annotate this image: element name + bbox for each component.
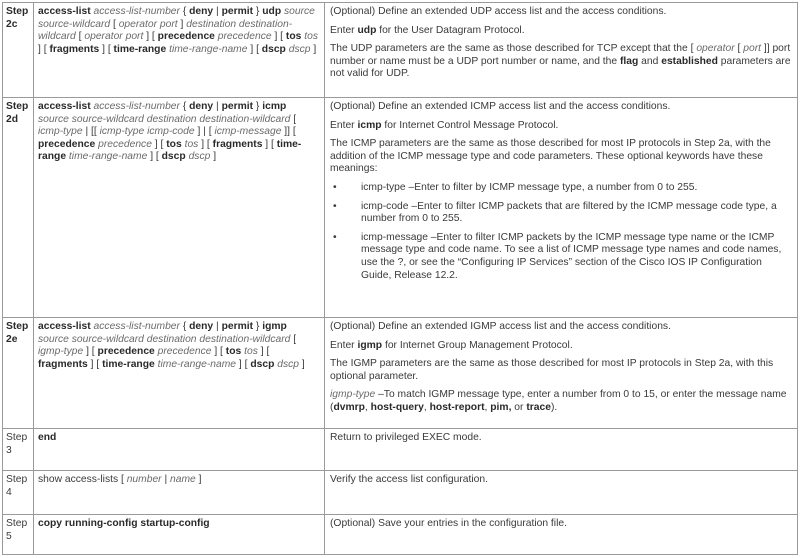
description-text: Enter udp for the User Datagram Protocol. — [330, 24, 525, 36]
table-row — [3, 471, 798, 515]
description-text: The ICMP parameters are the same as those described for most IP protocols in Step 2a, with the addition of the ICMP message type and code parameters. These optional keywords have these meanings: — [330, 138, 771, 175]
config-steps-table — [2, 2, 798, 555]
table-row — [3, 98, 798, 318]
bullet: • — [333, 200, 337, 212]
description-text: (Optional) Define an extended IGMP access list and the access conditions. — [330, 321, 671, 332]
table-row — [3, 515, 798, 555]
keyword-list — [330, 182, 791, 282]
list-item: • icmp-type –Enter to filter by ICMP message type, a number from 0 to 255. — [333, 181, 698, 193]
list-item: • icmp-message –Enter to filter ICMP packets by the ICMP message type name or the ICMP message type and code name. To see a list of ICMP message type names and code names, use the ?, or see the “Configuring IP Services” section of the Cisco IOS IP Configuration Guide, Release 12.2. — [333, 231, 782, 281]
step-number: Step 2d — [3, 98, 34, 318]
list-item: • icmp-code –Enter to filter ICMP packets that are filtered by the ICMP message code type, a number from 0 to 255. — [333, 200, 777, 225]
description-text: (Optional) Define an extended ICMP access list and the access conditions. — [330, 101, 671, 112]
step-number: Step 4 — [3, 471, 34, 515]
step-description: Verify the access list configuration. — [325, 471, 798, 515]
command-syntax: show access-lists [ number | name ] — [34, 471, 325, 515]
command-syntax: access-list access-list-number { deny | permit } icmp source source-wildcard destination destination-wildcard [ icmp-type | [[ icmp-type icmp-code ] | [ icmp-message ]] [ precedence precedence ] [ tos tos ] [ fragments ] [ time-range time-range-name ] [ dscp dscp ] — [34, 98, 325, 318]
step-description: (Optional) Save your entries in the configuration file. — [325, 515, 798, 555]
description-text: The UDP parameters are the same as those described for TCP except that the [ operator [ port ]] port number or name must be a UDP port number or name, and the flag and established parameters are not valid for UDP. — [330, 43, 791, 80]
table-row — [3, 429, 798, 471]
bullet: • — [333, 231, 337, 243]
bullet: • — [333, 181, 337, 193]
description-text: Enter icmp for Internet Control Message Protocol. — [330, 119, 559, 131]
step-number: Step 5 — [3, 515, 34, 555]
step-description: Return to privileged EXEC mode. — [325, 429, 798, 471]
description-text: (Optional) Define an extended UDP access list and the access conditions. — [330, 6, 667, 17]
step-description — [325, 318, 798, 429]
step-description — [325, 98, 798, 318]
table-row — [3, 318, 798, 429]
command-syntax: end — [34, 429, 325, 471]
description-text: igmp-type –To match IGMP message type, enter a number from 0 to 15, or enter the message name (dvmrp, host-query, host-report, pim, or trace). — [330, 389, 787, 413]
step-number: Step 2e — [3, 318, 34, 429]
command-syntax: access-list access-list-number { deny | permit } udp source source-wildcard [ operator port ] destination destination-wildcard [ operator port ] [ precedence precedence ] [ tos tos ] [ fragments ] [ time-range time-range-name ] [ dscp dscp ] — [34, 3, 325, 98]
table-row — [3, 3, 798, 98]
description-text: The IGMP parameters are the same as those described for most IP protocols in Step 2a, with this optional parameter. — [330, 358, 774, 382]
command-syntax: access-list access-list-number { deny | permit } igmp source source-wildcard destination destination-wildcard [ igmp-type ] [ precedence precedence ] [ tos tos ] [ fragments ] [ time-range time-range-name ] [ dscp dscp ] — [34, 318, 325, 429]
step-number: Step 2c — [3, 3, 34, 98]
step-number: Step 3 — [3, 429, 34, 471]
description-text: Enter igmp for Internet Group Management Protocol. — [330, 339, 573, 351]
command-syntax: copy running-config startup-config — [34, 515, 325, 555]
step-description — [325, 3, 798, 98]
